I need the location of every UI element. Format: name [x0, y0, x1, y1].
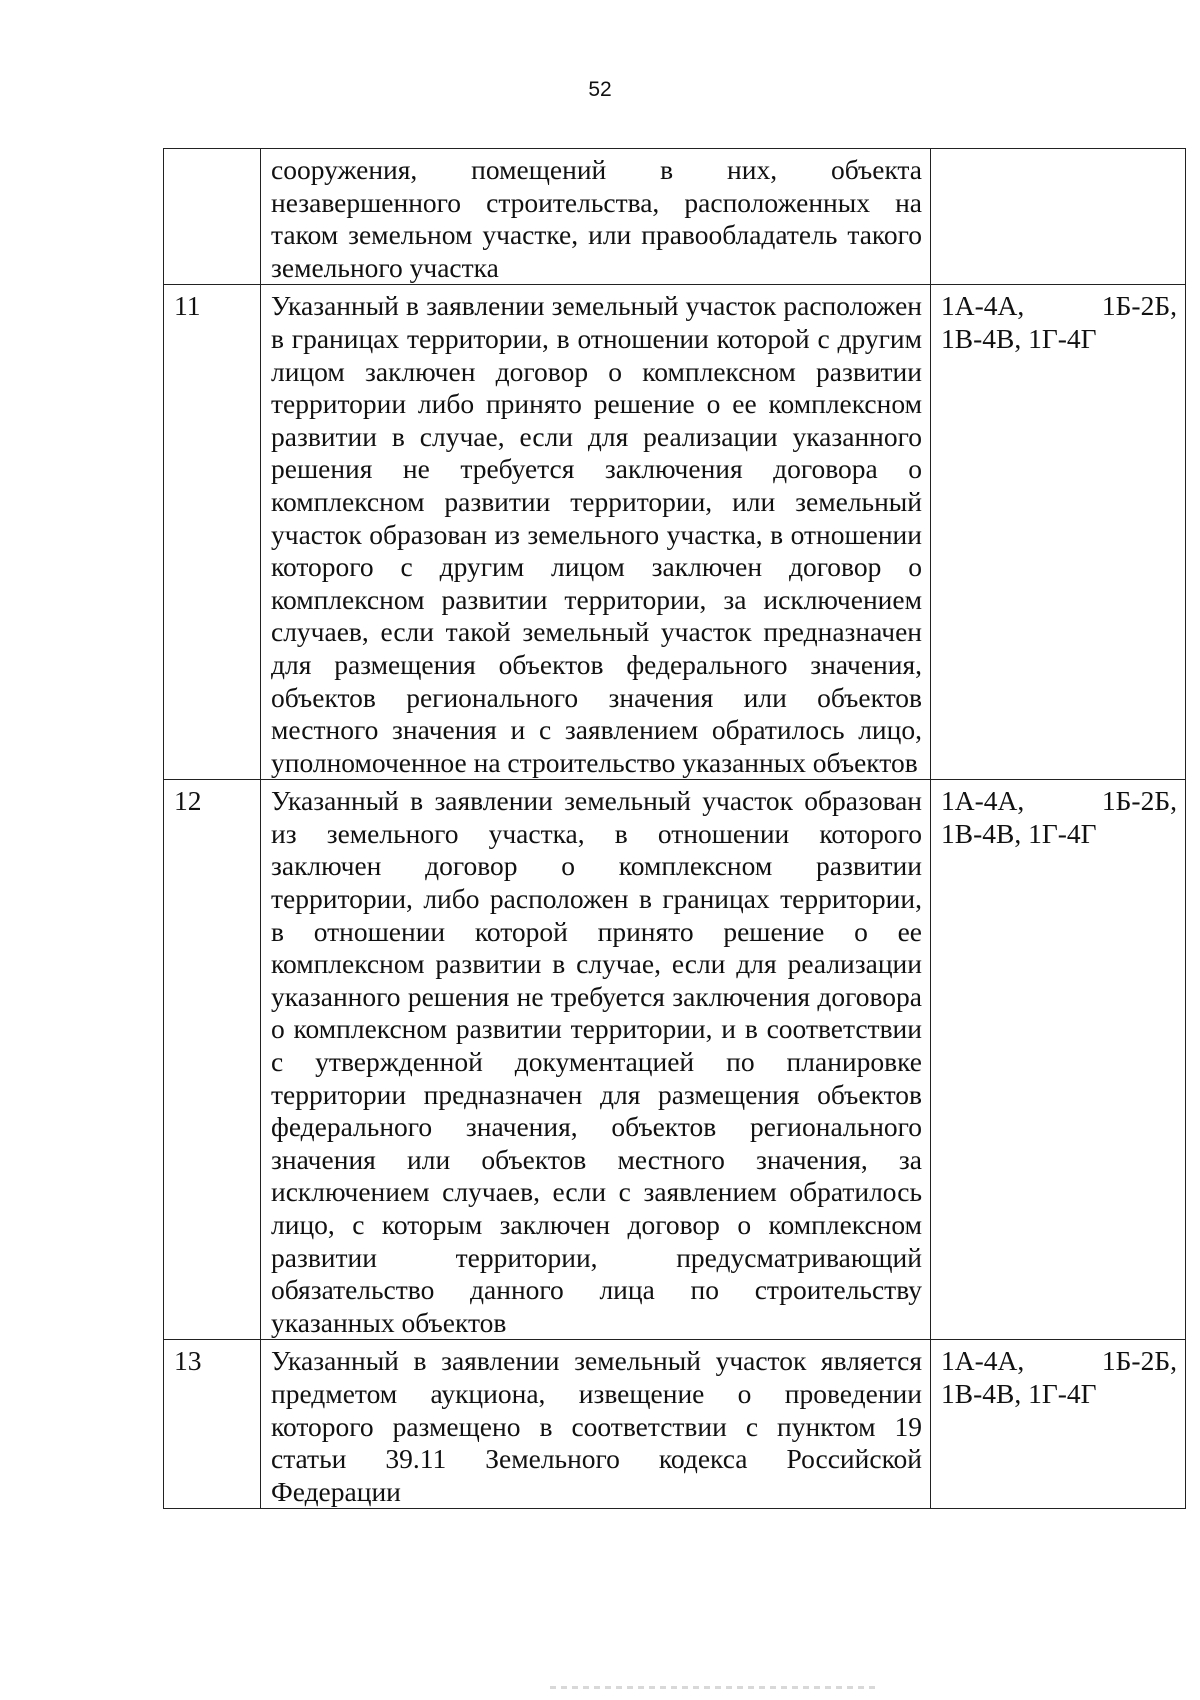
row-codes-cell: 1А-4А, 1Б-2Б, 1В-4В, 1Г-4Г — [931, 780, 1186, 1340]
row-codes-cell — [931, 149, 1186, 285]
table-row — [164, 149, 1186, 285]
row-number-cell: 12 — [164, 780, 261, 1340]
row-number-cell — [164, 149, 261, 285]
row-codes-cell: 1А-4А, 1Б-2Б, 1В-4В, 1Г-4Г — [931, 1340, 1186, 1509]
grounds-table — [163, 148, 1186, 1509]
row-text-cell: Указанный в заявлении земельный участок расположен в границах территории, в отношении которой с другим лицом заключен договор о комплексном развитии территории либо принято решение о ее комплексном развитии в случае, если для реализации указанного решения не требуется заключения договора о комплексном развитии территории, или земельный участок образован из земельного участка, в отношении которого с другим лицом заключен договор о комплексном развитии территории, за исключением случаев, если такой земельный участок предназначен для размещения объектов федерального значения, объектов регионального значения или объектов местного значения и с заявлением обратилось лицо, уполномоченное на строительство указанных объектов — [261, 285, 931, 780]
scan-footer-mark — [550, 1686, 880, 1689]
row-text-cell: Указанный в заявлении земельный участок является предметом аукциона, извещение о проведении которого размещено в соответствии с пунктом 19 статьи 39.11 Земельного кодекса Российской Федерации — [261, 1340, 931, 1509]
table-row — [164, 285, 1186, 780]
row-number-cell: 13 — [164, 1340, 261, 1509]
row-codes-cell: 1А-4А, 1Б-2Б, 1В-4В, 1Г-4Г — [931, 285, 1186, 780]
table-row — [164, 1340, 1186, 1509]
table-row — [164, 780, 1186, 1340]
page-number: 52 — [588, 78, 612, 101]
row-text-cell: сооружения, помещений в них, объекта незавершенного строительства, расположенных на таком земельном участке, или правообладатель такого земельного участка — [261, 149, 931, 285]
row-text-cell: Указанный в заявлении земельный участок образован из земельного участка, в отношении которого заключен договор о комплексном развитии территории, либо расположен в границах территории, в отношении которой принято решение о ее комплексном развитии в случае, если для реализации указанного решения не требуется заключения договора о комплексном развитии территории, и в соответствии с утвержденной документацией по планировке территории предназначен для размещения объектов федерального значения, объектов регионального значения или объектов местного значения, за исключением случаев, если с заявлением обратилось лицо, с которым заключен договор о комплексном развитии территории, предусматривающий обязательство данного лица по строительству указанных объектов — [261, 780, 931, 1340]
row-number-cell: 11 — [164, 285, 261, 780]
